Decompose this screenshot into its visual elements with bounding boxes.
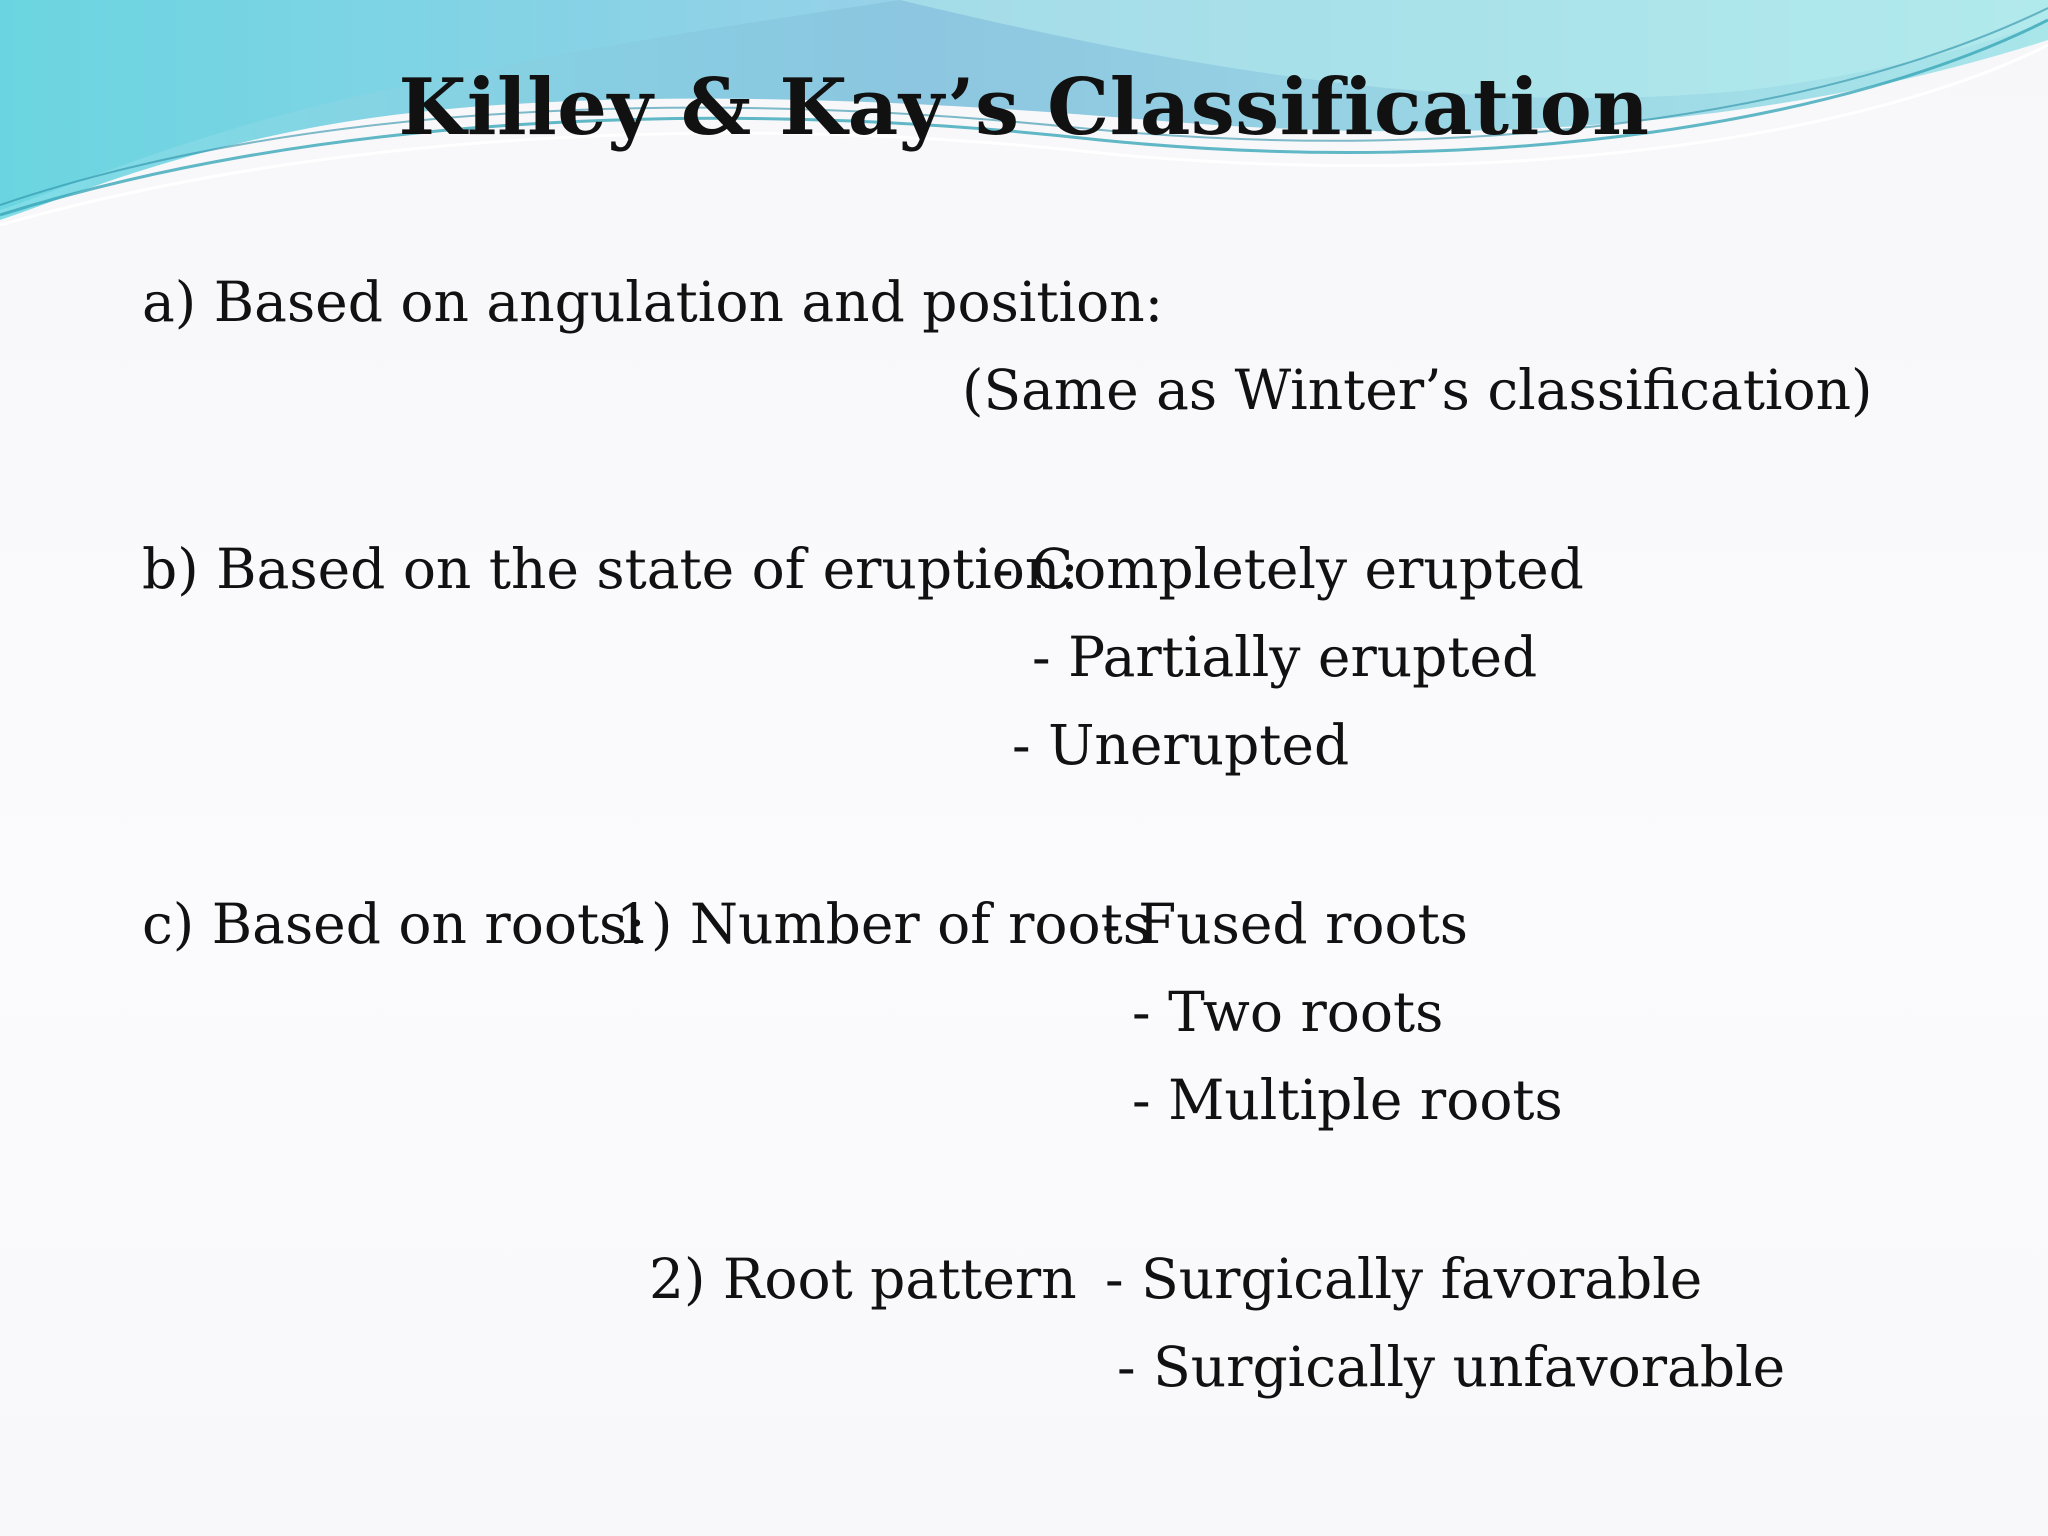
section-b-heading: b) Based on the state of eruption: <box>142 537 1079 601</box>
roots-item-fused-roots: - Fused roots <box>1102 892 1468 956</box>
roots-item-multiple-roots: - Multiple roots <box>1132 1068 1563 1132</box>
pattern-item-surgically-unfavorable: - Surgically unfavorable <box>1117 1335 1786 1399</box>
eruption-item-completely-erupted: - Completely erupted <box>995 537 1584 601</box>
roots-sub2-label: 2) Root pattern <box>649 1247 1077 1311</box>
roots-item-two-roots: - Two roots <box>1132 980 1444 1044</box>
section-a-heading: a) Based on angulation and position: <box>142 270 1164 334</box>
slide-title: Killey & Kay’s Classification <box>398 62 1650 153</box>
pattern-item-surgically-favorable: - Surgically favorable <box>1105 1247 1703 1311</box>
eruption-item-partially-erupted: - Partially erupted <box>1032 625 1538 689</box>
eruption-item-unerupted: - Unerupted <box>1012 713 1350 777</box>
section-a-note: (Same as Winter’s classification) <box>962 358 1873 422</box>
section-c-heading: c) Based on roots: <box>142 892 646 956</box>
roots-sub1-label: 1) Number of roots <box>616 892 1151 956</box>
